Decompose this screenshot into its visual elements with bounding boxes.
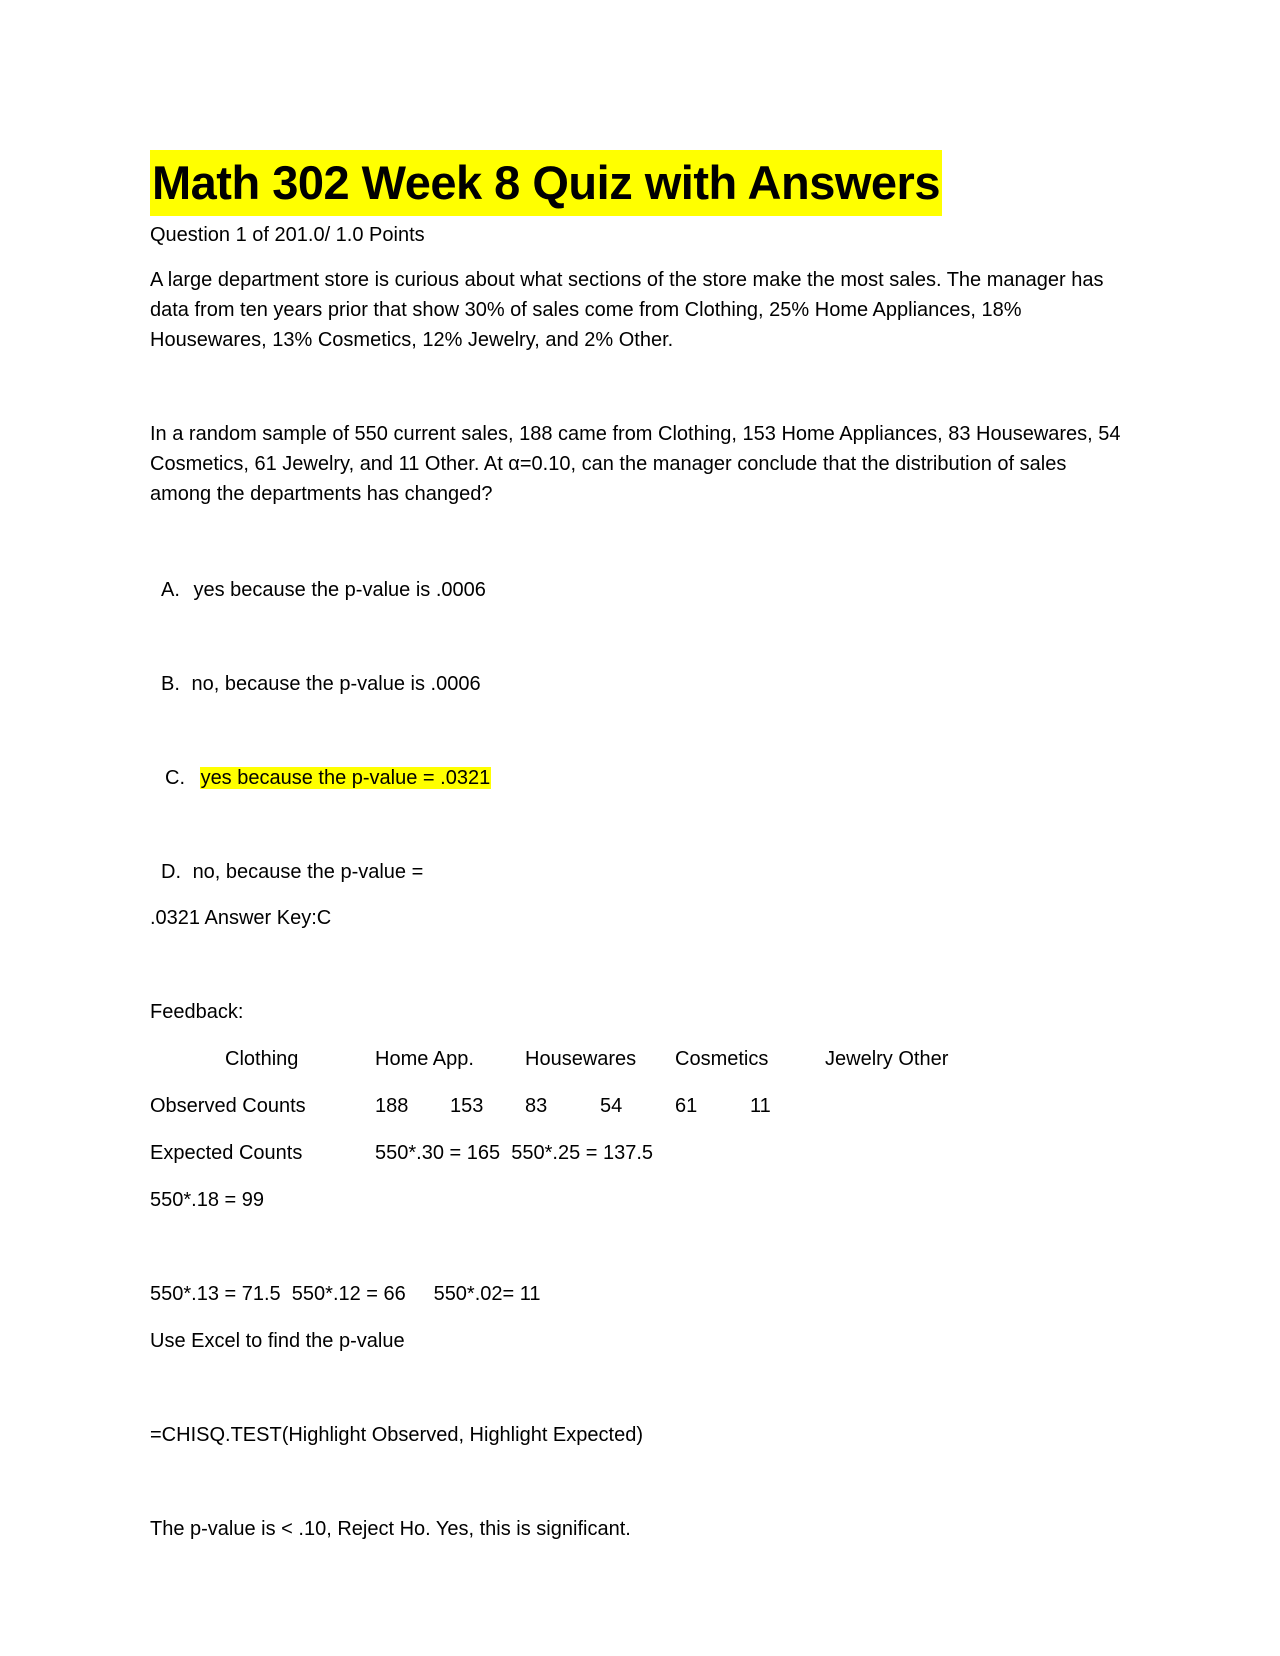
observed-value: 153 bbox=[450, 1095, 484, 1117]
expected-line-2: 550*.18 = 99 bbox=[150, 1189, 264, 1211]
option-a bbox=[161, 578, 486, 602]
question-paragraph-1: A large department store is curious about what sections of the store make the most sales. The manager has data from ten years prior that show 30% of sales come from Clothing, 25% Home Appliances, 18% Housewares, 13% Cosmetics, 12% Jewelry, and 2% Other. bbox=[150, 269, 1104, 351]
conclusion: The p-value is < .10, Reject Ho. Yes, this is significant. bbox=[150, 1518, 631, 1540]
observed-value: 188 bbox=[375, 1095, 409, 1117]
answer-key-line: .0321 Answer Key:C bbox=[150, 907, 332, 929]
excel-instruction: Use Excel to find the p-value bbox=[150, 1330, 405, 1352]
question-header: Question 1 of 201.0/ 1.0 Points bbox=[150, 224, 425, 246]
observed-counts-label: Observed Counts bbox=[150, 1095, 306, 1117]
option-d-text: no, because the p-value = bbox=[192, 861, 424, 883]
observed-value: 83 bbox=[525, 1095, 548, 1117]
option-d-letter: D. bbox=[161, 861, 181, 883]
expected-line-1: 550*.30 = 165 550*.25 = 137.5 bbox=[375, 1142, 654, 1164]
table-header-housewares: Housewares bbox=[525, 1048, 637, 1070]
document-title: Math 302 Week 8 Quiz with Answers bbox=[150, 150, 942, 216]
option-c-letter: C. bbox=[165, 767, 185, 789]
expected-line-3: 550*.13 = 71.5 550*.12 = 66 550*.02= 11 bbox=[150, 1283, 541, 1305]
observed-value: 11 bbox=[750, 1095, 771, 1117]
option-b-text: no, because the p-value is .0006 bbox=[191, 673, 481, 695]
observed-value: 61 bbox=[675, 1095, 698, 1117]
table-header-clothing: Clothing bbox=[225, 1048, 299, 1070]
option-d bbox=[161, 860, 423, 884]
option-c bbox=[165, 766, 491, 790]
excel-formula: =CHISQ.TEST(Highlight Observed, Highlight Expected) bbox=[150, 1424, 643, 1446]
table-header-cosmetics: Cosmetics bbox=[675, 1048, 769, 1070]
option-a-text: yes because the p-value is .0006 bbox=[193, 579, 486, 601]
option-a-letter: A. bbox=[161, 579, 180, 601]
observed-value: 54 bbox=[600, 1095, 623, 1117]
expected-counts-label: Expected Counts bbox=[150, 1142, 303, 1164]
feedback-label: Feedback: bbox=[150, 1001, 244, 1023]
question-paragraph-2: In a random sample of 550 current sales, 188 came from Clothing, 153 Home Appliances, 83 Housewares, 54 Cosmetics, 61 Jewelry, and 11 Other. At α=0.10, can the manager conclude that the distribution of sales among the departments has changed? bbox=[150, 423, 1121, 505]
option-b bbox=[161, 672, 481, 696]
table-header-home-app: Home App. bbox=[375, 1048, 474, 1070]
option-c-text: yes because the p-value = .0321 bbox=[200, 767, 491, 789]
table-header-jewelry-other: Jewelry Other bbox=[825, 1048, 949, 1070]
option-b-letter: B. bbox=[161, 673, 180, 695]
